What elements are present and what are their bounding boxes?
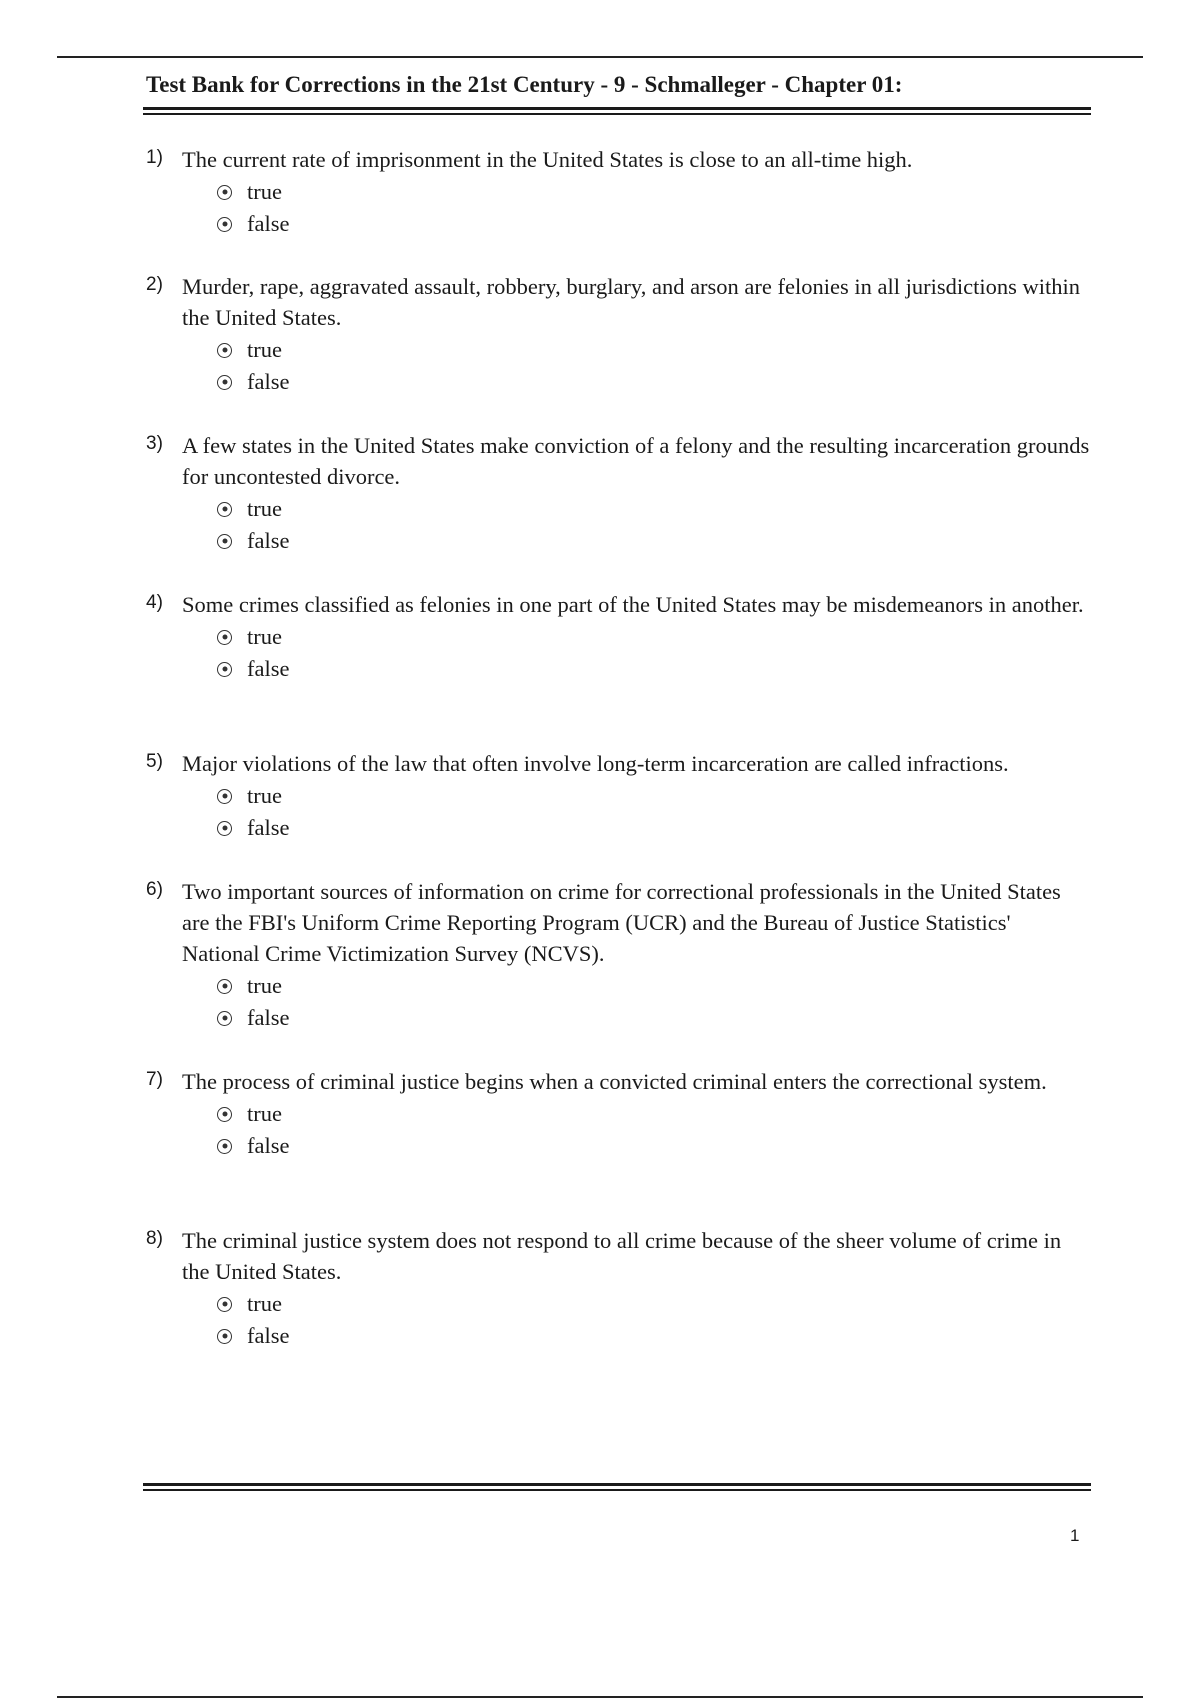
option-true[interactable] xyxy=(217,780,1093,812)
footer-double-rule xyxy=(143,1483,1091,1493)
radio-icon[interactable] xyxy=(217,662,232,677)
answer-options xyxy=(217,176,1093,240)
header-double-rule xyxy=(143,107,1091,117)
question-number: 4) xyxy=(146,592,163,613)
option-label: true xyxy=(247,973,282,998)
question-text: The criminal justice system does not respond to all crime because of the sheer volume of crime in the United States. xyxy=(182,1228,1062,1284)
question-text: Two important sources of information on crime for correctional professionals in the United States are the FBI's Uniform Crime Reporting Program (UCR) and the Bureau of Justice Statistics' National Crime Victimization Survey (NCVS). xyxy=(182,879,1061,966)
document-title: Test Bank for Corrections in the 21st Century - 9 - Schmalleger - Chapter 01: xyxy=(146,72,903,97)
radio-icon[interactable] xyxy=(217,343,232,358)
radio-icon[interactable] xyxy=(217,185,232,200)
question-list xyxy=(143,144,1093,1355)
question-8 xyxy=(143,1225,1093,1355)
radio-icon[interactable] xyxy=(217,1107,232,1122)
option-label: false xyxy=(247,1133,290,1158)
question-number: 6) xyxy=(146,879,163,900)
radio-icon[interactable] xyxy=(217,630,232,645)
option-label: false xyxy=(247,815,290,840)
radio-icon[interactable] xyxy=(217,1297,232,1312)
option-label: true xyxy=(247,1291,282,1316)
radio-icon[interactable] xyxy=(217,375,232,390)
option-true[interactable] xyxy=(217,334,1093,366)
option-label: true xyxy=(247,624,282,649)
option-label: false xyxy=(247,1323,290,1348)
radio-icon[interactable] xyxy=(217,821,232,836)
answer-options xyxy=(217,1098,1093,1162)
question-4 xyxy=(143,589,1093,748)
option-false[interactable] xyxy=(217,525,1093,557)
option-label: false xyxy=(247,369,290,394)
question-number: 5) xyxy=(146,751,163,772)
option-false[interactable] xyxy=(217,812,1093,844)
radio-icon[interactable] xyxy=(217,1329,232,1344)
option-label: false xyxy=(247,211,290,236)
page-bottom-rule xyxy=(57,1696,1143,1698)
answer-options xyxy=(217,970,1093,1034)
option-false[interactable] xyxy=(217,1320,1093,1352)
option-true[interactable] xyxy=(217,621,1093,653)
option-true[interactable] xyxy=(217,493,1093,525)
radio-icon[interactable] xyxy=(217,789,232,804)
option-true[interactable] xyxy=(217,1098,1093,1130)
answer-options xyxy=(217,493,1093,557)
question-text: A few states in the United States make conviction of a felony and the resulting incarceration grounds for uncontested divorce. xyxy=(182,433,1090,489)
question-number: 2) xyxy=(146,274,163,295)
question-text: The process of criminal justice begins when a convicted criminal enters the correctional system. xyxy=(182,1069,1047,1094)
question-text: Some crimes classified as felonies in one part of the United States may be misdemeanors in another. xyxy=(182,592,1084,617)
option-false[interactable] xyxy=(217,208,1093,240)
question-number: 8) xyxy=(146,1228,163,1249)
option-label: false xyxy=(247,656,290,681)
option-label: false xyxy=(247,1005,290,1030)
option-label: true xyxy=(247,337,282,362)
radio-icon[interactable] xyxy=(217,534,232,549)
question-text: The current rate of imprisonment in the United States is close to an all-time high. xyxy=(182,147,913,172)
radio-icon[interactable] xyxy=(217,1139,232,1154)
question-1 xyxy=(143,144,1093,271)
option-false[interactable] xyxy=(217,1002,1093,1034)
option-label: true xyxy=(247,179,282,204)
option-true[interactable] xyxy=(217,970,1093,1002)
answer-options xyxy=(217,1288,1093,1352)
option-false[interactable] xyxy=(217,1130,1093,1162)
question-number: 3) xyxy=(146,433,163,454)
question-text: Major violations of the law that often involve long-term incarceration are called infractions. xyxy=(182,751,1009,776)
option-true[interactable] xyxy=(217,1288,1093,1320)
radio-icon[interactable] xyxy=(217,979,232,994)
option-label: true xyxy=(247,1101,282,1126)
question-3 xyxy=(143,430,1093,589)
question-number: 1) xyxy=(146,147,163,168)
option-label: true xyxy=(247,496,282,521)
question-7 xyxy=(143,1066,1093,1225)
question-text: Murder, rape, aggravated assault, robbery, burglary, and arson are felonies in all jurisdictions within the United States. xyxy=(182,274,1080,330)
question-2 xyxy=(143,271,1093,430)
radio-icon[interactable] xyxy=(217,502,232,517)
question-6 xyxy=(143,876,1093,1066)
page-top-rule xyxy=(57,56,1143,58)
radio-icon[interactable] xyxy=(217,217,232,232)
answer-options xyxy=(217,621,1093,685)
question-number: 7) xyxy=(146,1069,163,1090)
answer-options xyxy=(217,780,1093,844)
question-5 xyxy=(143,748,1093,876)
radio-icon[interactable] xyxy=(217,1011,232,1026)
option-false[interactable] xyxy=(217,653,1093,685)
option-false[interactable] xyxy=(217,366,1093,398)
option-label: false xyxy=(247,528,290,553)
option-true[interactable] xyxy=(217,176,1093,208)
option-label: true xyxy=(247,783,282,808)
page-number: 1 xyxy=(1070,1526,1080,1545)
answer-options xyxy=(217,334,1093,398)
